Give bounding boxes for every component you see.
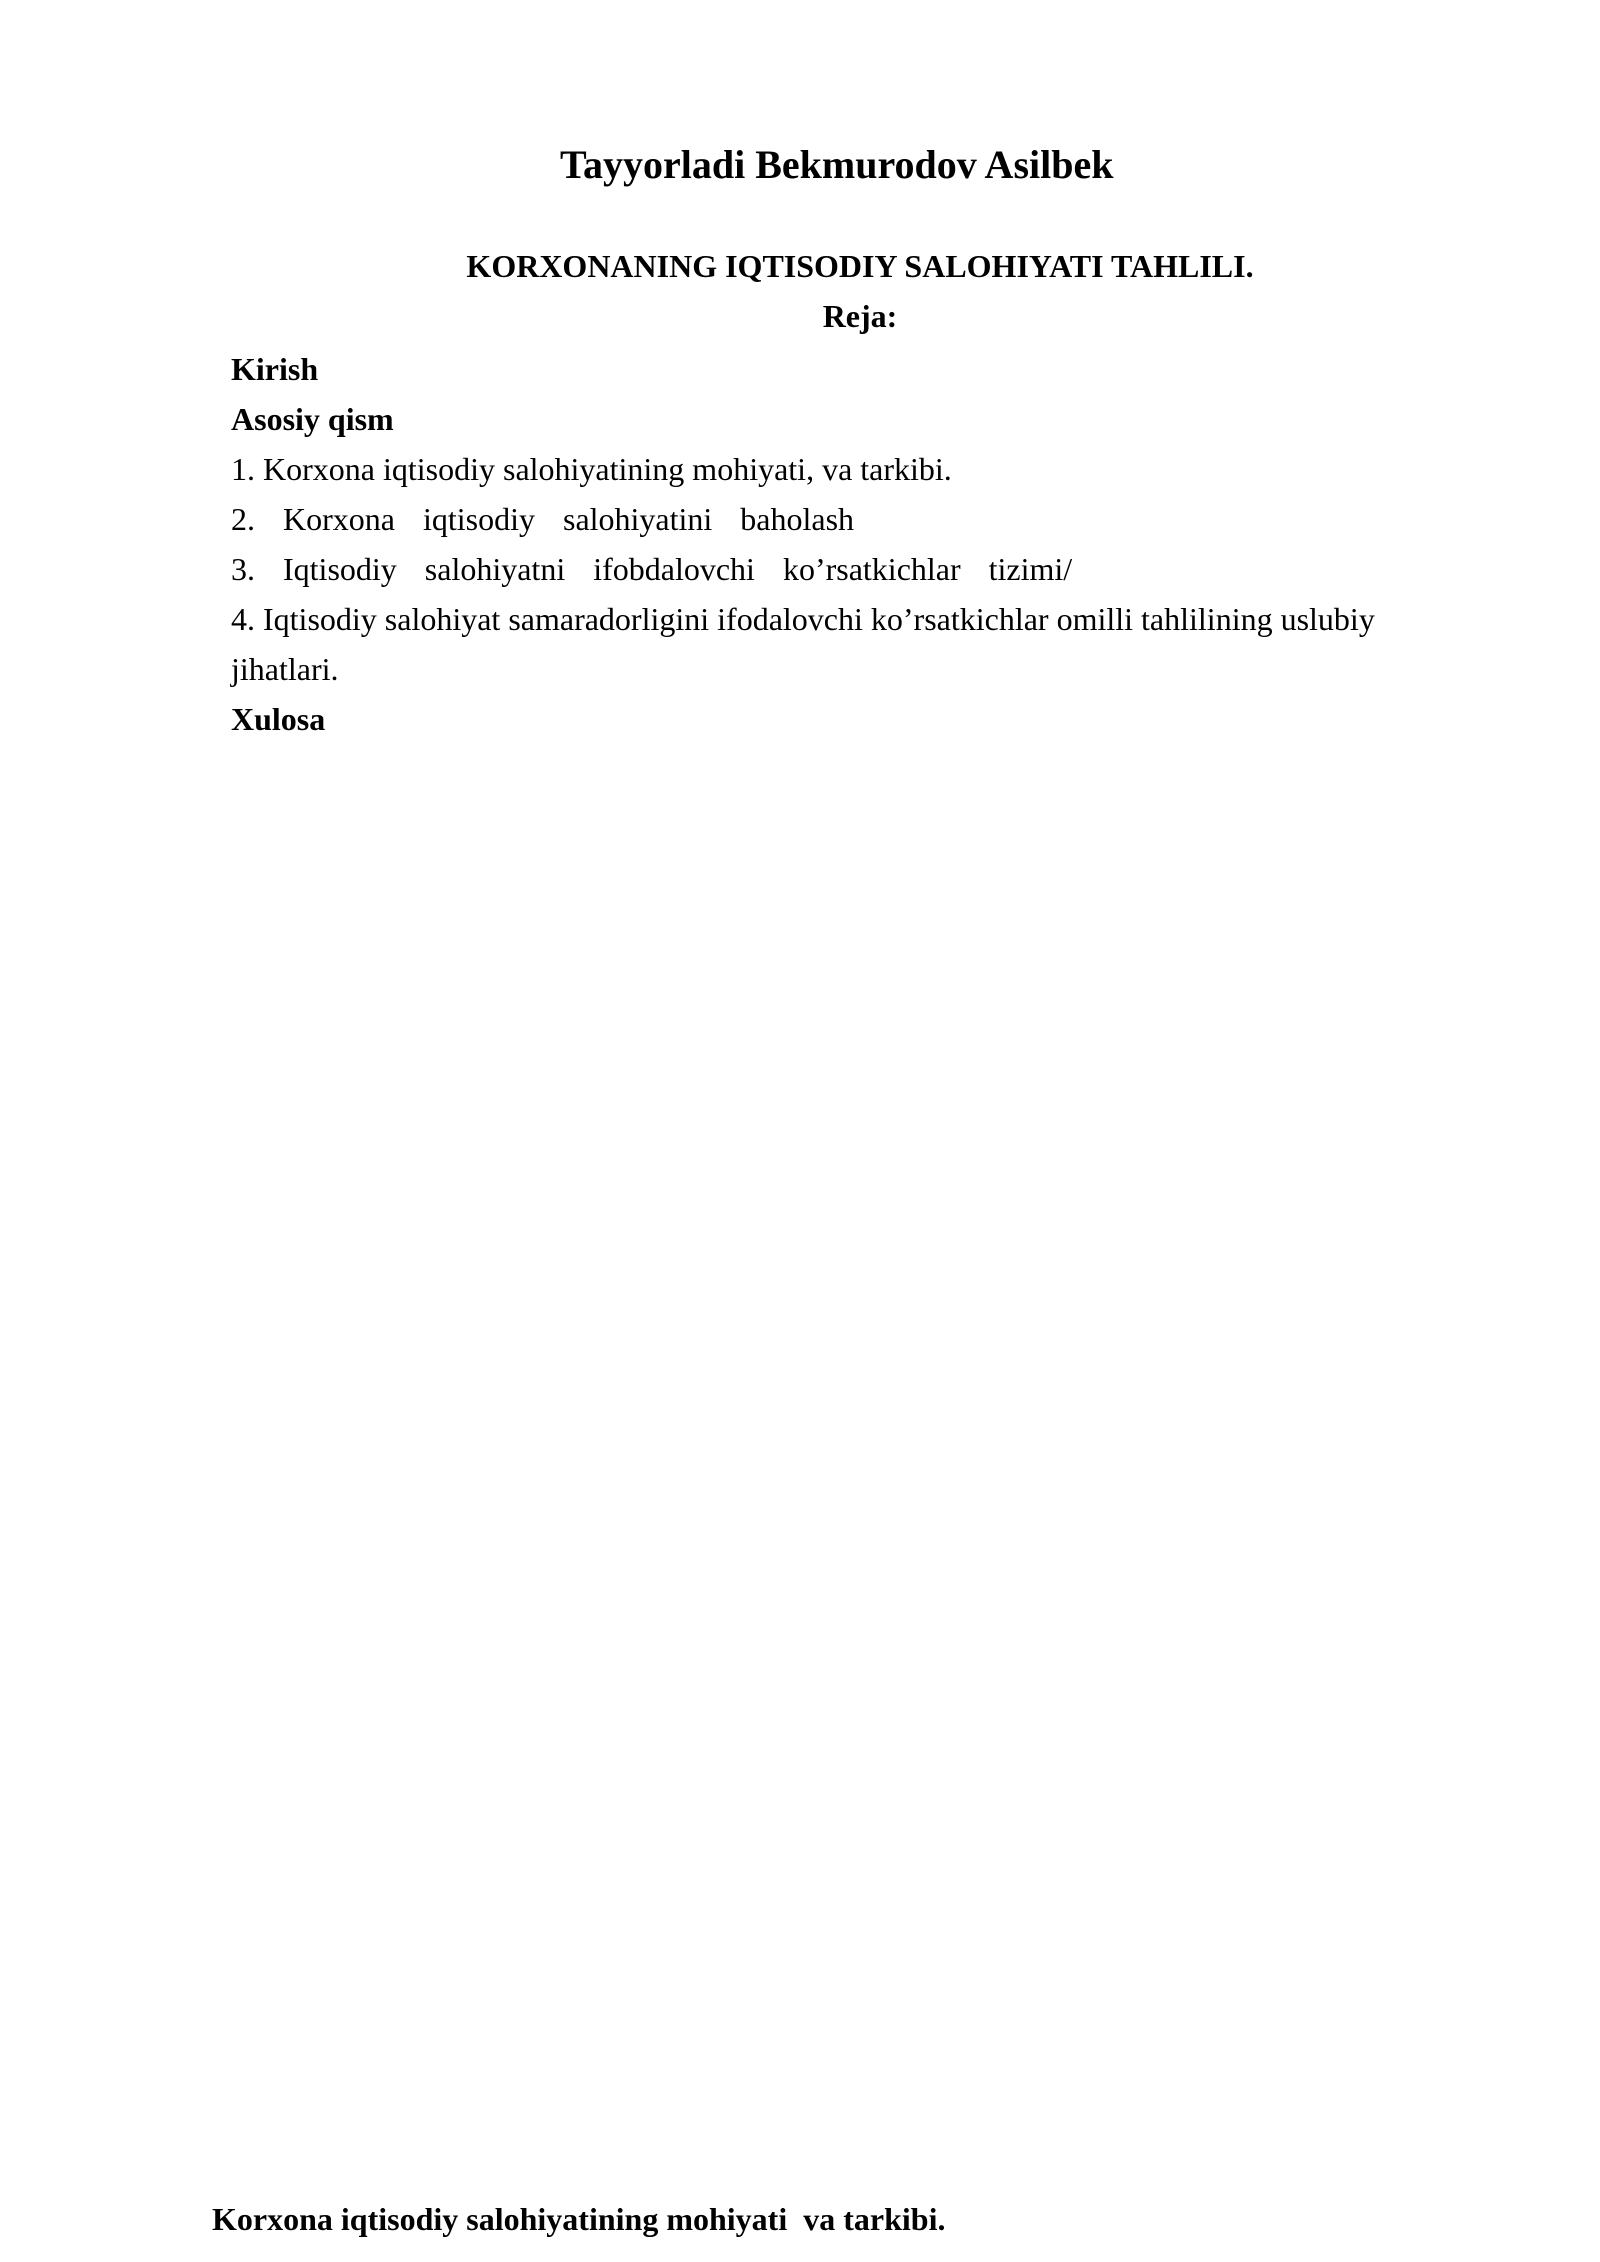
outline-main-part: Asosiy qism [231, 401, 394, 437]
outline-intro: Kirish [231, 351, 319, 387]
plan-outline [231, 344, 1481, 744]
outline-item-3: 3. Iqtisodiy salohiyatni ifobdalovchi ko’rsatkichlar tizimi/ [231, 551, 1073, 587]
document-title: KORXONANING IQTISODIY SALOHIYATI TAHLILI. [466, 248, 1254, 284]
outline-conclusion: Xulosa [231, 701, 326, 737]
section-heading: Korxona iqtisodiy salohiyatining mohiyati va tarkibi. [212, 2201, 946, 2237]
outline-item-4: 4. Iqtisodiy salohiyat samaradorligini ifodalovchi ko’rsatkichlar omilli tahlilining uslubiy jihatlari. [231, 601, 1375, 687]
plan-label: Reja: [822, 298, 898, 334]
outline-item-2: 2. Korxona iqtisodiy salohiyatini baholash [231, 501, 855, 537]
outline-item-1: 1. Korxona iqtisodiy salohiyatining mohiyati, va tarkibi. [231, 451, 952, 487]
author-line: Tayyorladi Bekmurodov Asilbek [560, 142, 1114, 187]
